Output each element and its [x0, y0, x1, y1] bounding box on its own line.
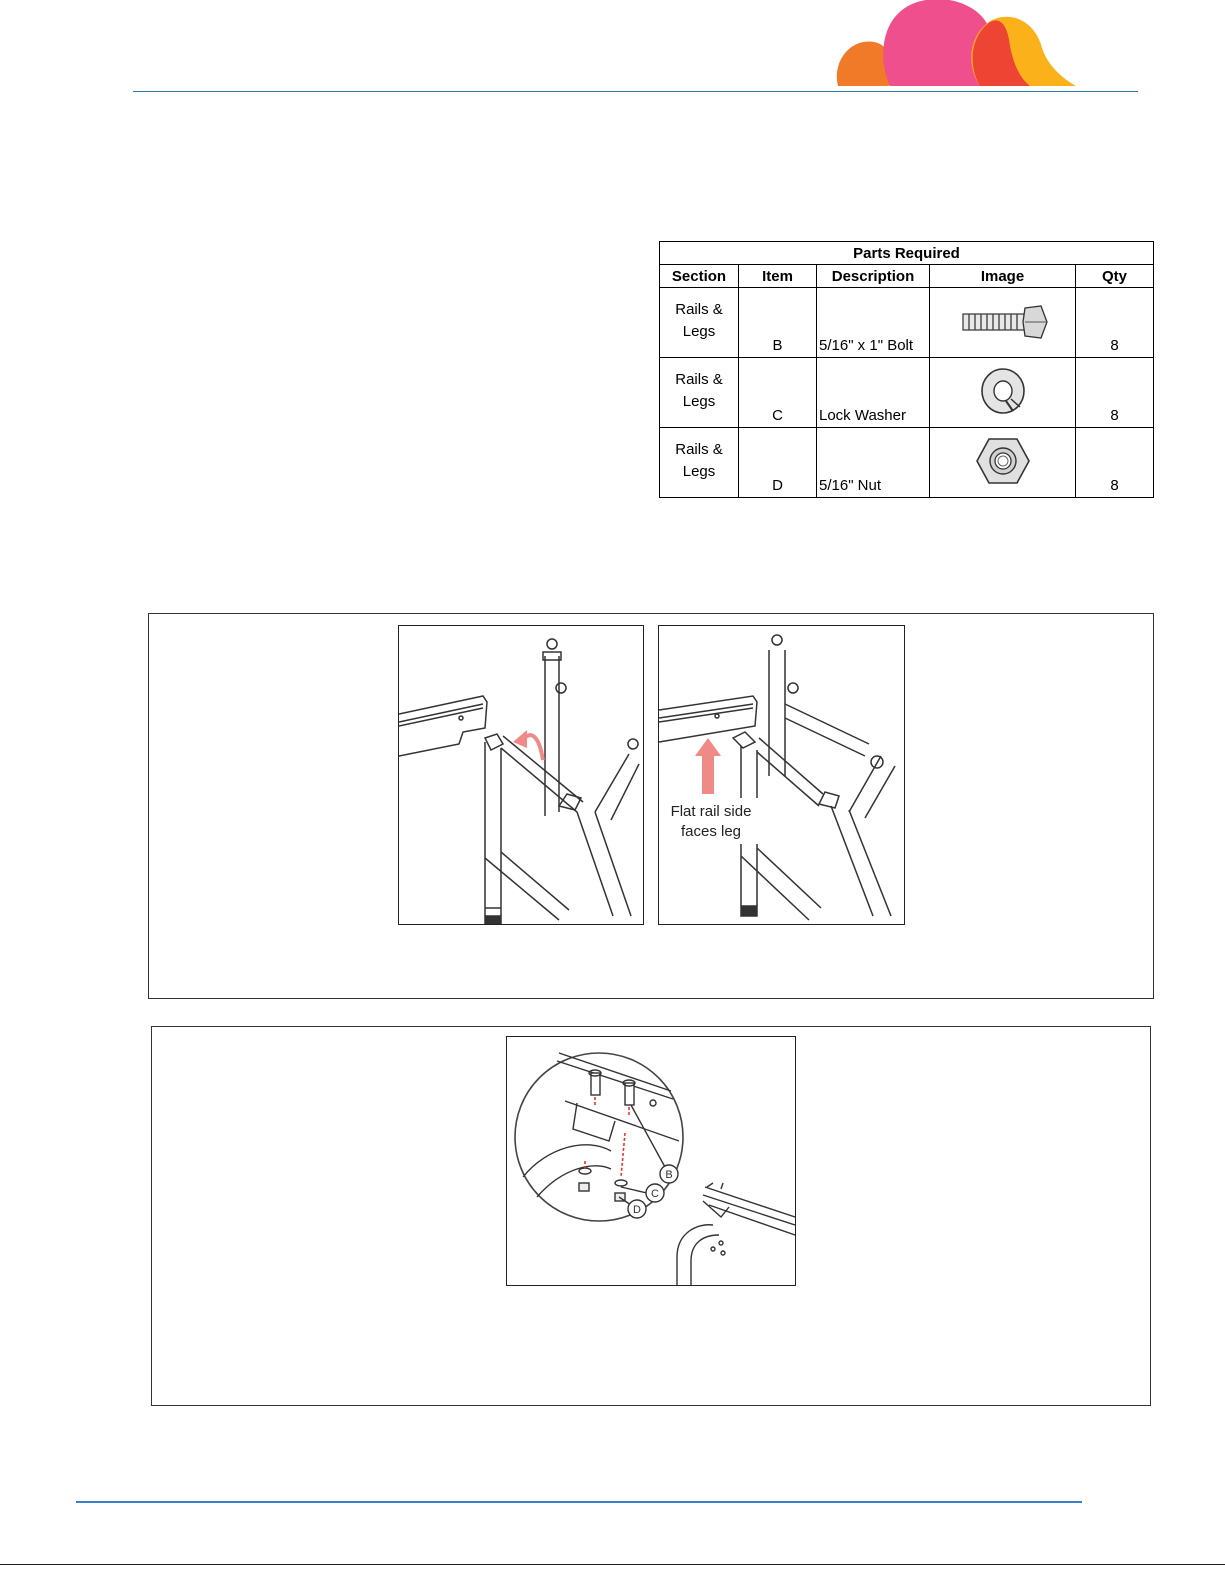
- table-row: [660, 288, 1154, 358]
- qty-cell: 8: [1076, 288, 1154, 358]
- step1-illustration-box: [148, 613, 1154, 999]
- image-cell: [930, 358, 1076, 428]
- qty-cell: 8: [1076, 428, 1154, 498]
- column-header: Image: [930, 265, 1076, 288]
- item-cell: D: [739, 428, 817, 498]
- header-rule: [133, 91, 1138, 92]
- brand-logo: [830, 0, 1090, 90]
- parts-table-title: Parts Required: [660, 242, 1154, 265]
- lock-washer-icon: [973, 361, 1033, 421]
- table-row: [660, 428, 1154, 498]
- label-d: D: [633, 1204, 641, 1216]
- description-cell: Lock Washer: [817, 358, 930, 428]
- description-cell: 5/16" x 1" Bolt: [817, 288, 930, 358]
- item-cell: B: [739, 288, 817, 358]
- qty-cell: 8: [1076, 358, 1154, 428]
- label-c: C: [651, 1188, 659, 1200]
- column-header: Description: [817, 265, 930, 288]
- table-row: [660, 358, 1154, 428]
- parts-table-header-row: [660, 265, 1154, 288]
- flat-rail-callout-line2: faces leg: [680, 823, 742, 840]
- description-cell: 5/16" Nut: [817, 428, 930, 498]
- footer-rule: [76, 1501, 1082, 1503]
- section-cell: Rails & Legs: [660, 358, 739, 428]
- section-cell: Rails & Legs: [660, 288, 739, 358]
- column-header: Section: [660, 265, 739, 288]
- rail-placement-figure: [398, 625, 644, 925]
- rail-attached-figure: [658, 625, 905, 925]
- image-cell: [930, 428, 1076, 498]
- parts-required-table: [659, 241, 1154, 498]
- column-header: Qty: [1076, 265, 1154, 288]
- section-cell: Rails & Legs: [660, 428, 739, 498]
- label-b: B: [665, 1169, 673, 1181]
- item-cell: C: [739, 358, 817, 428]
- hex-nut-icon: [973, 431, 1033, 491]
- bolt-icon: [943, 296, 1063, 346]
- step2-illustration-box: [151, 1026, 1151, 1406]
- hardware-detail-figure: [506, 1036, 796, 1286]
- column-header: Item: [739, 265, 817, 288]
- image-cell: [930, 288, 1076, 358]
- page-edge: [0, 1564, 1225, 1565]
- flat-rail-callout-line1: Flat rail side: [670, 803, 752, 820]
